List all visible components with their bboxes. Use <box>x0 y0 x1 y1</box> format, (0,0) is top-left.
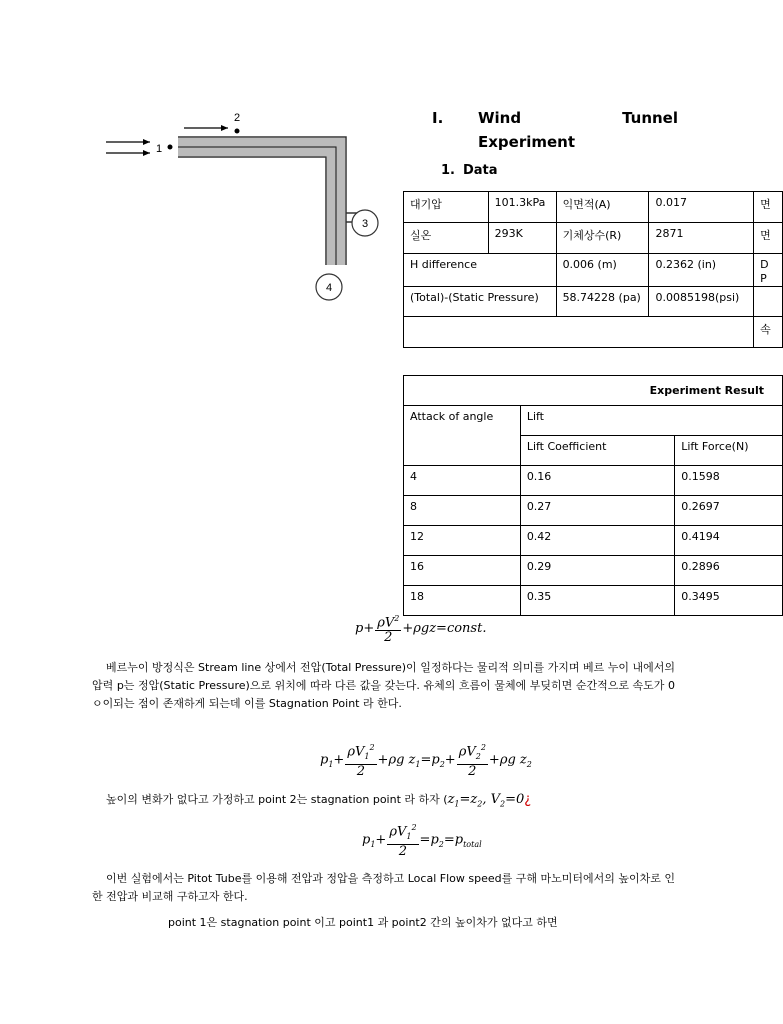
paragraph-bernoulli: 베르누이 방정식은 Stream line 상에서 전압(Total Pressure)이 일정하다는 물리적 의미를 가지며 베르 누이 내에서의 압력 p는 정압(Static Pressure)으로 위치에 따라 다른 값을 갖는다. 유체의 흐름이 물체에 부딪히면 순간적으로 속도가 0ㅇ이되는 점이 존재하게 되는데 이를 Stagnation Point 라 한다. <box>92 661 675 710</box>
point-2 <box>235 129 240 134</box>
table-header-row <box>404 406 783 436</box>
data-table <box>403 191 783 348</box>
tube-inner <box>178 147 336 265</box>
cell: 2871 <box>649 223 754 254</box>
cell: 0.0085198(psi) <box>649 287 754 317</box>
header-lift: Lift <box>520 406 782 436</box>
cell: 대기압 <box>404 192 489 223</box>
bernoulli-equation: p+ $\frac{\rho V^2}{2}$ +ρgz=const. <box>355 614 487 646</box>
cell: 0.29 <box>520 556 674 586</box>
cell: 101.3kPa <box>488 192 556 223</box>
result-table <box>403 375 783 616</box>
cell: 293K <box>488 223 556 254</box>
cell: 4 <box>404 466 521 496</box>
condition-formula: $z_1=z_2$, $V_2=0$ <box>447 792 525 809</box>
cell: 0.2896 <box>675 556 783 586</box>
label-4: 4 <box>325 282 333 294</box>
subsection-title: Data <box>462 163 498 178</box>
table-row <box>404 556 783 586</box>
table-row <box>404 192 783 223</box>
table-title: Experiment Result <box>404 376 783 406</box>
table-row <box>404 586 783 616</box>
cell: 58.74228 (pa) <box>556 287 649 317</box>
cell: 0.1598 <box>675 466 783 496</box>
cell <box>754 287 783 317</box>
cell: 실온 <box>404 223 489 254</box>
cell: 0.2362 (in) <box>649 254 754 287</box>
table-row <box>404 496 783 526</box>
subsection-heading <box>441 163 498 178</box>
cell: 0.16 <box>520 466 674 496</box>
table-title-row <box>404 376 783 406</box>
cell: 18 <box>404 586 521 616</box>
broken-char: ¿ <box>524 792 532 807</box>
label-3: 3 <box>361 218 369 230</box>
paragraph-point1: point 1은 stagnation point 이고 point1 과 point2 간의 높이차가 없다고 하면 <box>168 916 558 929</box>
cell <box>754 254 783 287</box>
cell: 0.27 <box>520 496 674 526</box>
cell: 0.017 <box>649 192 754 223</box>
cell: 0.35 <box>520 586 674 616</box>
table-row <box>404 287 783 317</box>
cell: 0.4194 <box>675 526 783 556</box>
section-title-word1: Wind <box>478 109 522 127</box>
pitot-tube-diagram <box>100 105 390 305</box>
cell: 익면적(A) <box>556 192 649 223</box>
table-row <box>404 526 783 556</box>
cell-line: D <box>760 258 769 271</box>
subsection-number: 1. <box>441 163 455 178</box>
cell: (Total)-(Static Pressure) <box>404 287 557 317</box>
cell: 0.006 (m) <box>556 254 649 287</box>
cell: 면 <box>754 192 783 223</box>
assumption-text: 높이의 변화가 없다고 가정하고 point 2는 stagnation point 라 하자 ( <box>106 793 448 806</box>
cell: 기체상수(R) <box>556 223 649 254</box>
tube-inner-fill <box>178 152 331 265</box>
table-row <box>404 223 783 254</box>
header-lift-coefficient: Lift Coefficient <box>520 436 674 466</box>
section-number: I. <box>432 109 444 127</box>
cell: 12 <box>404 526 521 556</box>
paragraph-method: 이번 실험에서는 Pitot Tube를 이용해 전압과 정압을 측정하고 Local Flow speed를 구해 마노미터에서의 높이차로 인한 전압과 비교해 구하고자 한다. <box>92 872 675 903</box>
cell: 0.3495 <box>675 586 783 616</box>
tube-inner-edge <box>178 157 326 265</box>
cell: 면 <box>754 223 783 254</box>
section-title-word3: Experiment <box>478 133 576 151</box>
cell: 0.2697 <box>675 496 783 526</box>
cell: 16 <box>404 556 521 586</box>
cell: 8 <box>404 496 521 526</box>
cell: 속 <box>754 317 783 348</box>
cell: 0.42 <box>520 526 674 556</box>
cell-line: P <box>760 272 767 285</box>
tube-outer <box>178 137 346 265</box>
point-1 <box>168 145 173 150</box>
paragraph-assumption <box>106 791 706 814</box>
header-attack-angle: Attack of angle <box>404 406 521 466</box>
section-title-word2: Tunnel <box>622 109 678 127</box>
bernoulli-two-points: $p_1+$ $\frac{\rho V_1^2}{2}$ +ρg $z_1=p_2+$ $\frac{\rho V_2^2}{2}$ +ρg $z_2$ <box>320 743 532 779</box>
total-pressure-equation: $p_1+$ $\frac{\rho V_1^2}{2}$ $=p_2=p_{total}$ <box>362 823 482 859</box>
label-2: 2 <box>234 112 241 124</box>
header-lift-force: Lift Force(N) <box>675 436 783 466</box>
cell: H difference <box>404 254 557 287</box>
tube-outer-fill <box>178 142 341 265</box>
table-row <box>404 317 783 348</box>
cell <box>404 317 754 348</box>
table-row <box>404 466 783 496</box>
table-row <box>404 254 783 287</box>
label-1: 1 <box>156 143 163 155</box>
